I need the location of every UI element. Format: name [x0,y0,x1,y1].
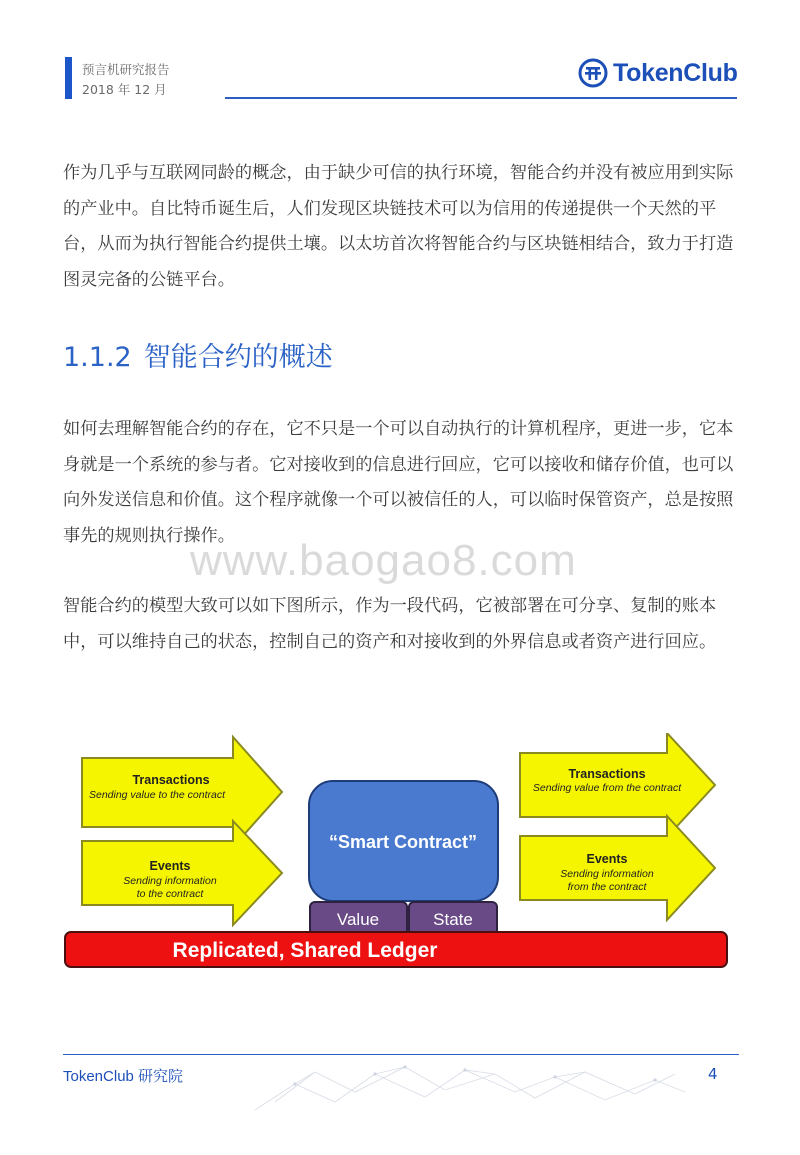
section-title: 智能合约的概述 [143,342,333,373]
section-number: 1.1.2 [63,342,132,373]
left-bottom-arrow-subtitle-1: Sending information [123,875,217,887]
left-bottom-arrow [82,821,282,925]
right-bottom-arrow [520,816,715,920]
smart-contract-diagram [60,733,740,973]
tokenclub-logo-icon [578,58,608,88]
paragraph-intro: 作为几乎与互联网同龄的概念，由于缺少可信的执行环境，智能合约并没有被应用到实际的产业中。自比特币诞生后，人们发现区块链技术可以为信用的传递提供一个天然的平台，从而为执行智能合约提供土壤。以太坊首次将智能合约与区块链相结合，致力于打造图灵完备的公链平台。 [63,163,734,290]
footer-brand: TokenClub 研究院 [63,1068,184,1085]
paragraph-model: 智能合约的模型大致可以如下图所示，作为一段代码，它被部署在可分享、复制的账本中，可以维持自己的状态，控制自己的资产和对接收到的外界信息或者资产进行回应。 [63,596,717,652]
header-accent-bar [65,57,72,99]
tokenclub-logo [578,58,738,88]
paragraph-understanding: 如何去理解智能合约的存在，它不只是一个可以自动执行的计算机程序，更进一步，它本身就是一个系统的参与者。它对接收到的信息进行回应，它可以接收和储存价值，也可以向外发送信息和价值。这个程序就像一个可以被信任的人，可以临时保管资产，总是按照事先的规则执行操作。 [63,419,734,546]
watermark-url: www.baogao8.com [190,536,577,585]
ledger-label: Replicated, Shared Ledger [172,939,438,962]
report-date: 2018 年 12 月 [82,82,167,97]
header-divider [225,97,737,99]
footer-network-decoration [255,1062,685,1112]
report-title: 预言机研究报告 [82,62,170,77]
left-top-arrow-subtitle: Sending value to the contract [88,789,226,801]
right-top-arrow-subtitle: Sending value from the contract [532,782,682,794]
left-top-arrow-title: Transactions [132,773,210,787]
right-top-arrow [520,733,715,837]
value-label: Value [336,910,380,929]
left-top-arrow [82,737,282,847]
smart-contract-label: “Smart Contract” [328,832,478,852]
left-bottom-arrow-shape [82,821,282,925]
left-bottom-arrow-subtitle-2: to the contract [136,888,204,900]
left-bottom-arrow-title: Events [149,859,191,873]
right-bottom-arrow-title: Events [586,852,628,866]
right-bottom-arrow-subtitle-1: Sending information [560,868,654,880]
page-number: 4 [708,1065,718,1083]
state-label: State [433,910,473,929]
right-top-arrow-title: Transactions [568,767,646,781]
right-bottom-arrow-subtitle-2: from the contract [567,881,647,893]
logo-text: TokenClub [613,58,738,87]
section-heading [63,335,333,374]
footer-divider [63,1054,739,1055]
